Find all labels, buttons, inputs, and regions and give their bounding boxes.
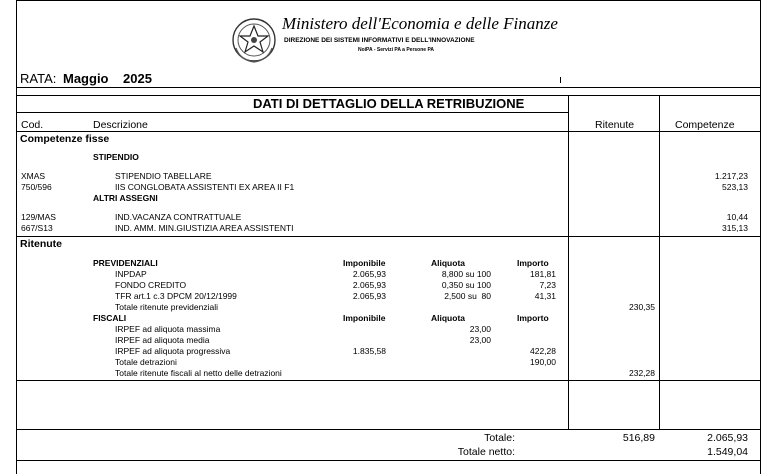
rata-year: 2025 — [123, 71, 152, 86]
fisc-totale-label: Totale ritenute fiscali al netto delle detrazioni — [115, 368, 282, 378]
ritenute-bottom-line — [16, 380, 761, 381]
prev-row-desc: INPDAP — [115, 269, 147, 279]
row-competenze: 315,13 — [722, 223, 748, 233]
tick-mark — [560, 77, 561, 83]
competenze-fisse-heading: Competenze fisse — [20, 133, 110, 145]
fisc-row-desc: Totale detrazioni — [115, 357, 177, 367]
row-cod: 750/596 — [21, 182, 52, 192]
fisc-row-desc: IRPEF ad aliquota media — [115, 335, 210, 345]
totale-label: Totale: — [484, 432, 515, 444]
prev-totale-label: Totale ritenute previdenziali — [115, 302, 219, 312]
prev-row-aliquota: 0,350 su 100 — [441, 280, 491, 290]
row-desc: IIS CONGLOBATA ASSISTENTI EX AREA II F1 — [115, 182, 295, 192]
row-competenze: 10,44 — [726, 212, 748, 222]
rata-label: RATA: — [20, 71, 57, 86]
row-competenze: 1.217,23 — [714, 171, 748, 181]
col-imponibile: Imponibile — [343, 258, 386, 268]
frame-left — [16, 0, 17, 474]
col-aliquota: Aliquota — [431, 313, 465, 323]
republic-emblem-icon — [230, 14, 278, 66]
fisc-row-aliquota: 23,00 — [469, 335, 491, 345]
totale-ritenute-value: 516,89 — [622, 432, 655, 444]
col-header-competenze: Competenze — [675, 119, 735, 131]
row-cod: 667/S13 — [21, 223, 53, 233]
fisc-row-importo: 190,00 — [530, 357, 556, 367]
dept-line: DIREZIONE DEI SISTEMI INFORMATIVI E DELL'INNOVAZIONE — [284, 37, 475, 44]
title-underline — [16, 112, 568, 113]
row-desc: STIPENDIO TABELLARE — [115, 171, 212, 181]
fisc-row-aliquota: 23,00 — [469, 324, 491, 334]
row-desc: IND. AMM. MIN.GIUSTIZIA AREA ASSISTENTI — [115, 223, 294, 233]
col-divider-ritenute — [659, 95, 660, 429]
header-underline — [16, 131, 761, 132]
totale-competenze-value: 2.065,93 — [707, 432, 748, 444]
prev-row-aliquota: 2,500 su 80 — [444, 291, 491, 301]
row-cod: 129/MAS — [21, 212, 56, 222]
fisc-row-importo: 422,28 — [530, 346, 556, 356]
col-header-cod: Cod. — [21, 119, 44, 131]
totals-bottom-line — [16, 460, 761, 461]
prev-totale-value: 230,35 — [629, 302, 655, 312]
ministry-title: Ministero dell'Economia e delle Finanze — [282, 14, 558, 33]
totale-netto-value: 1.549,04 — [707, 446, 748, 458]
ritenute-heading: Ritenute — [20, 238, 62, 250]
fisc-row-desc: IRPEF ad aliquota massima — [115, 324, 221, 334]
section-divider — [16, 236, 761, 237]
prev-row-imponibile: 2.065,93 — [352, 291, 386, 301]
col-importo: Importo — [517, 258, 549, 268]
frame-top — [16, 0, 761, 1]
col-aliquota: Aliquota — [431, 258, 465, 268]
col-header-descrizione: Descrizione — [93, 119, 148, 131]
prev-row-desc: TFR art.1 c.3 DPCM 20/12/1999 — [115, 291, 237, 301]
prev-row-importo: 7,23 — [539, 280, 556, 290]
prev-row-importo: 41,31 — [534, 291, 556, 301]
fisc-row-desc: IRPEF ad aliquota progressiva — [115, 346, 231, 356]
col-imponibile: Imponibile — [343, 313, 386, 323]
fiscali-heading: FISCALI — [93, 313, 127, 323]
totals-top-line — [16, 429, 761, 430]
fisc-row-imponibile: 1.835,58 — [352, 346, 386, 356]
prev-row-imponibile: 2.065,93 — [352, 280, 386, 290]
previdenziali-heading: PREVIDENZIALI — [93, 258, 158, 268]
row-desc: IND.VACANZA CONTRATTUALE — [115, 212, 242, 222]
stipendio-heading: STIPENDIO — [93, 152, 139, 162]
row-competenze: 523,13 — [722, 182, 748, 192]
col-importo: Importo — [517, 313, 549, 323]
prev-row-desc: FONDO CREDITO — [115, 280, 187, 290]
section-title: DATI DI DETTAGLIO DELLA RETRIBUZIONE — [253, 96, 525, 111]
prev-row-aliquota: 8,800 su 100 — [441, 269, 491, 279]
col-header-ritenute: Ritenute — [595, 119, 635, 131]
col-divider-desc — [568, 95, 569, 429]
altri-assegni-heading: ALTRI ASSEGNI — [93, 193, 158, 203]
prev-row-imponibile: 2.065,93 — [352, 269, 386, 279]
rata-bottom-line — [16, 87, 761, 88]
sub-line: NoiPA - Servizi PA a Persone PA — [358, 47, 435, 53]
prev-row-importo: 181,81 — [530, 269, 556, 279]
totale-netto-label: Totale netto: — [457, 446, 515, 458]
fisc-totale-value: 232,28 — [629, 368, 655, 378]
row-cod: XMAS — [21, 171, 46, 181]
rata-month: Maggio — [63, 71, 109, 86]
